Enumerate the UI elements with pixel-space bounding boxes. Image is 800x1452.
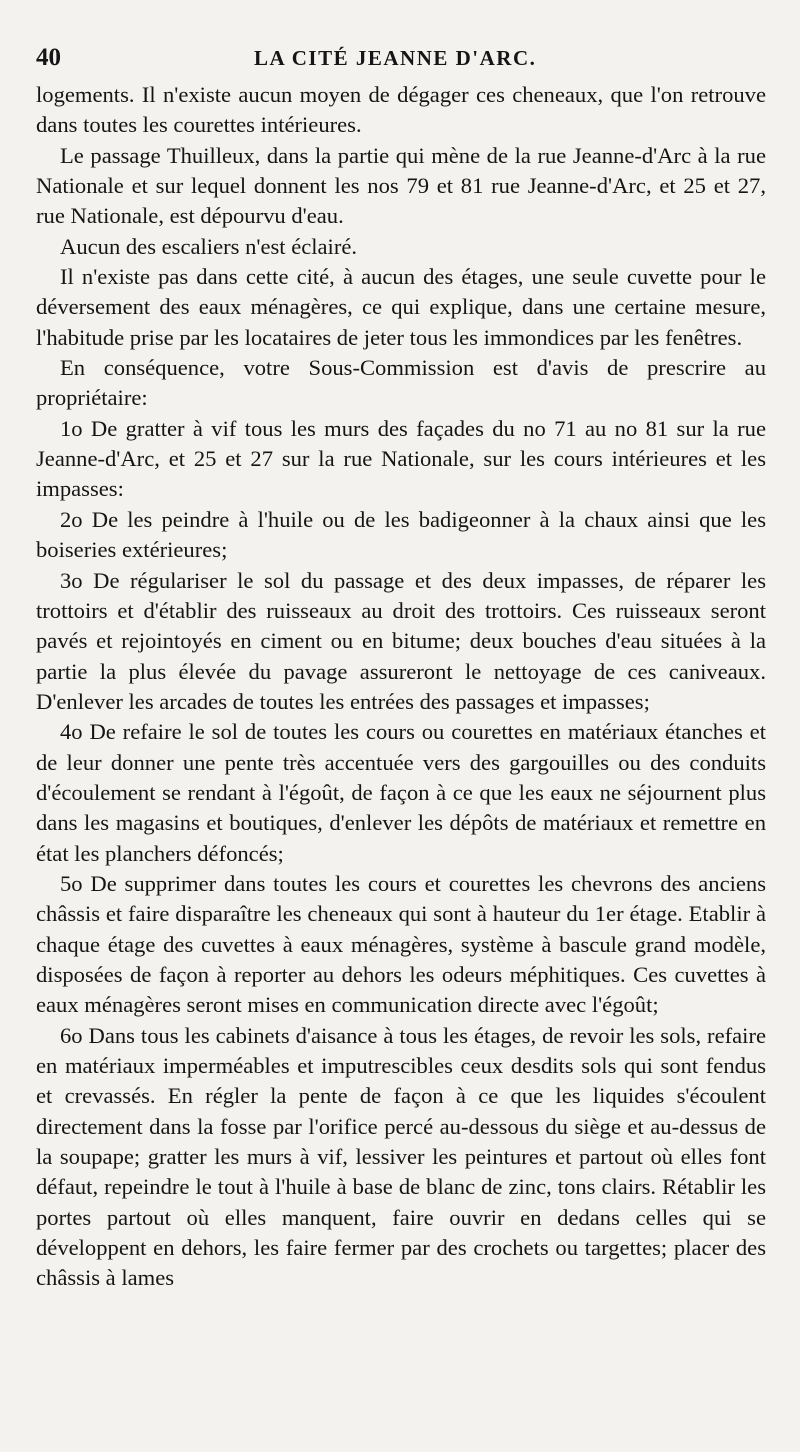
- paragraph-item-3: 3o De régulariser le sol du passage et des deux impasses, de réparer les trottoirs et d'établir des ruisseaux au droit des trottoirs. Ces ruisseaux seront pavés et rejointoyés en ciment ou en bitume; deux bouches d'eau situées à la partie la plus élevée du pavage assureront le nettoyage de ces caniveaux. D'enlever les arcades de toutes les entrées des passages et impasses;: [36, 567, 766, 714]
- paragraph-escaliers: Aucun des escaliers n'est éclairé.: [60, 233, 358, 259]
- paragraph-passage-thuilleux: Le passage Thuilleux, dans la partie qui mène de la rue Jeanne-d'Arc à la rue Nationale et sur lequel donnent les nos 79 et 81 rue Jeanne-d'Arc, et 25 et 27, rue Nationale, est dépourvu d'eau.: [36, 142, 766, 229]
- paragraph-item-2: 2o De les peindre à l'huile ou de les badigeonner à la chaux ainsi que les boiseries extérieures;: [36, 506, 766, 563]
- running-title: LA CITÉ JEANNE D'ARC.: [254, 46, 537, 70]
- paragraph-item-6: 6o Dans tous les cabinets d'aisance à tous les étages, de revoir les sols, refaire en matériaux imperméables et imputrescibles ceux desdits sols qui sont fendus et crevassés. En régler la pente de façon à ce que les liquides s'écoulent directement dans la fosse par l'orifice percé au-dessous du siège et au-dessus de la soupape; gratter les murs à vif, lessiver les peintures et partout où elles font défaut, repeindre le tout à l'huile à base de blanc de zinc, tons clairs. Rétablir les portes partout où elles manquent, faire ouvrir en dedans celles qui se développent en dehors, les faire fermer par des crochets ou targettes; placer des châssis à lames: [36, 1022, 766, 1291]
- paragraph-item-5: 5o De supprimer dans toutes les cours et courettes les chevrons des anciens châssis et faire disparaître les cheneaux qui sont à hauteur du 1er étage. Etablir à chaque étage des cuvettes à eaux ménagères, système à bascule grand modèle, disposées de façon à reporter au dehors les odeurs méphitiques. Ces cuvettes à eaux ménagères seront mises en communication directe avec l'égoût;: [36, 870, 766, 1018]
- paragraph-item-4: 4o De refaire le sol de toutes les cours ou courettes en matériaux étanches et de leur donner une pente très accentuée vers des gargouilles ou des conduits d'écoulement se rendant à l'égoût, de façon à ce que les eaux ne séjournent plus dans les magasins et boutiques, d'enlever les dépôts de matériaux et remettre en état les planchers défoncés;: [36, 719, 766, 866]
- paragraph-cuvette: Il n'existe pas dans cette cité, à aucun des étages, une seule cuvette pour le déversement des eaux ménagères, ce qui explique, dans une certaine mesure, l'habitude prise par les locataires de jeter tous les immondices par les fenêtres.: [36, 264, 766, 350]
- paragraph-item-1: 1o De gratter à vif tous les murs des façades du no 71 au no 81 sur la rue Jeanne-d'Arc, et 25 et 27 sur la rue Nationale, sur les cours intérieures et les impasses:: [36, 415, 766, 502]
- running-head: [36, 34, 766, 80]
- paragraph-continuation: logements. Il n'existe aucun moyen de dégager ces cheneaux, que l'on retrouve dans toutes les courettes intérieures.: [36, 82, 766, 138]
- paragraph-consequence: En conséquence, votre Sous-Commission est d'avis de prescrire au propriétaire:: [36, 355, 766, 411]
- page-number: 40: [36, 44, 61, 71]
- body-text: [36, 80, 766, 1294]
